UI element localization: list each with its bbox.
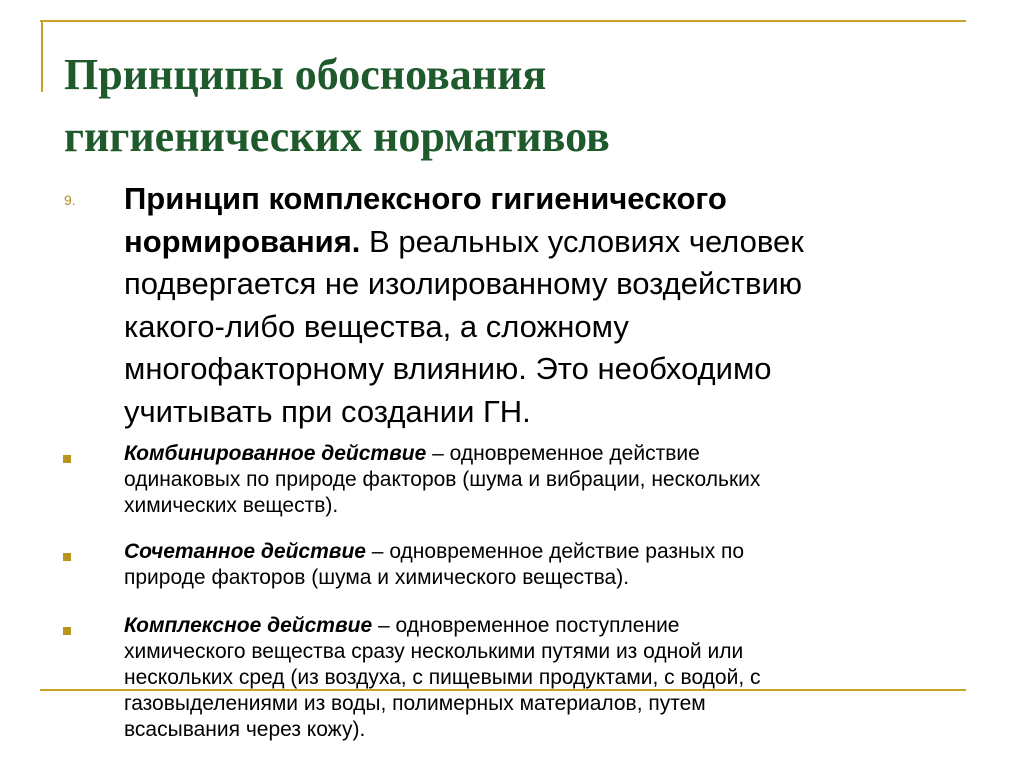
- bullet-3-line-5: всасывания через кожу).: [124, 718, 366, 741]
- principle-number: 9.: [64, 192, 76, 208]
- bullet-item-combined: [124, 441, 1004, 519]
- principle-paragraph: [124, 178, 1004, 433]
- bullet-1-line-3: химических веществ).: [124, 494, 339, 517]
- bullet-item-concomitant: [124, 539, 1004, 591]
- bottom-rule: [40, 689, 966, 691]
- principle-line-3: подвергается не изолированному воздействию: [124, 266, 803, 301]
- principle-line-2: нормирования. В реальных условиях человек: [124, 223, 804, 259]
- principle-line-1: Принцип комплексного гигиенического: [124, 181, 727, 216]
- bullet-2-line-2: природе факторов (шума и химического вещества).: [124, 566, 630, 589]
- bullet-3-line-3: нескольких сред (из воздуха, с пищевыми продуктами, с водой, с: [124, 666, 761, 689]
- principle-line-6: учитывать при создании ГН.: [124, 393, 531, 429]
- bullet-3-line-2: химического вещества сразу несколькими путями из одной или: [124, 640, 744, 663]
- left-rule: [41, 20, 43, 92]
- bullet-1-line-2: одинаковых по природе факторов (шума и вибрации, нескольких: [124, 468, 761, 491]
- principle-line-5: многофакторному влиянию. Это необходимо: [124, 351, 772, 386]
- bullet-2-line-1: Сочетанное действие – одновременное действие разных по: [124, 540, 745, 563]
- title-line-2: гигиенических нормативов: [64, 112, 610, 161]
- bullet-1-line-1: Комбинированное действие – одновременное действие: [124, 442, 700, 465]
- bullet-marker-3: [63, 627, 71, 635]
- title-line-1: Принципы обоснования: [64, 50, 547, 99]
- bullet-3-line-1: Комплексное действие – одновременное поступление: [124, 614, 680, 637]
- principle-line-4: какого-либо вещества, а сложному: [124, 308, 629, 344]
- bullet-marker-2: [63, 553, 71, 561]
- bullet-marker-1: [63, 455, 71, 463]
- bullet-item-complex: [124, 613, 1004, 743]
- slide-title: [64, 44, 964, 168]
- top-rule: [40, 20, 966, 22]
- bullet-3-line-4: газовыделениями из воды, полимерных материалов, путем: [124, 692, 706, 715]
